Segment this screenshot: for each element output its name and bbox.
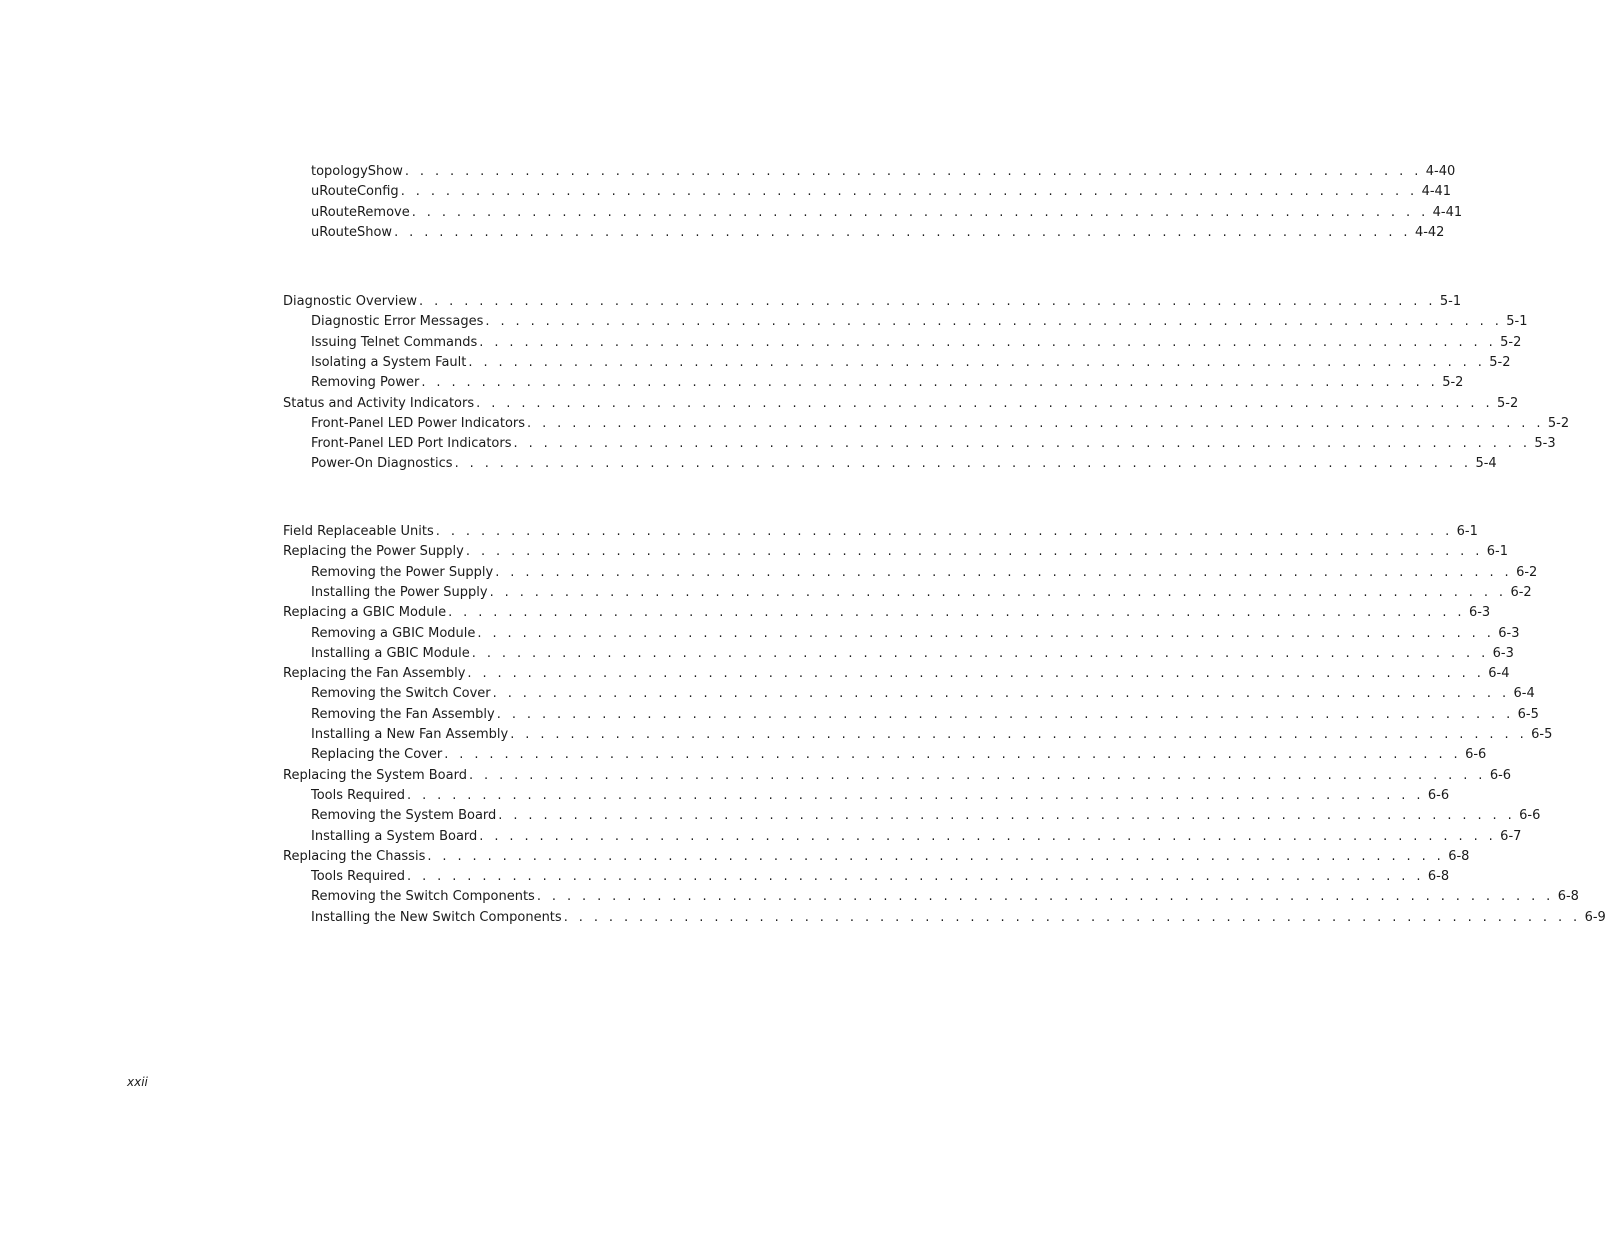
toc-entry[interactable] — [311, 203, 1463, 223]
toc-entry-page-number: 6-5 — [1531, 727, 1553, 742]
dot-leader: . . . . . . . . . . . . . . . . . . . . . . . . . . . . . . . . . . . . . . . . . . . . . . . . . . . . . . . . . . . . . . . . . . . . — [479, 828, 1497, 844]
dot-leader: . . . . . . . . . . . . . . . . . . . . . . . . . . . . . . . . . . . . . . . . . . . . . . . . . . . . . . . . . . . . . . . . . . . . — [496, 706, 1514, 722]
toc-entry-title: Removing the Switch Components — [311, 889, 535, 905]
toc-entry-title: Installing the Power Supply — [311, 584, 488, 600]
toc-entry[interactable] — [311, 312, 1528, 332]
dot-leader: . . . . . . . . . . . . . . . . . . . . . . . . . . . . . . . . . . . . . . . . . . . . . . . . . . . . . . . . . . . . . . . . . . . . — [419, 294, 1436, 309]
toc-entry-page-number: 5-2 — [1500, 334, 1522, 350]
toc-entry[interactable] — [311, 745, 1487, 765]
toc-entry-title: Field Replaceable Units — [283, 524, 434, 539]
toc-entry-page-number: 6-6 — [1465, 747, 1487, 763]
toc-entry-title: Front-Panel LED Power Indicators — [311, 415, 526, 431]
dot-leader: . . . . . . . . . . . . . . . . . . . . . . . . . . . . . . . . . . . . . . . . . . . . . . . . . . . . . . . . . . . . . . . . . . . . — [527, 415, 1544, 431]
dot-leader: . . . . . . . . . . . . . . . . . . . . . . . . . . . . . . . . . . . . . . . . . . . . . . . . . . . . . . . . . . . . . . . . . . . . — [411, 204, 1429, 220]
toc-entry-title: Replacing the Fan Assembly — [283, 666, 466, 682]
toc-entry[interactable] — [311, 786, 1450, 806]
toc-entry-title: Replacing the Chassis — [283, 848, 426, 864]
toc-entry-page-number: 5-2 — [1547, 415, 1570, 431]
dot-leader: . . . . . . . . . . . . . . . . . . . . . . . . . . . . . . . . . . . . . . . . . . . . . . . . . . . . . . . . . . . . . . . . . . . . — [448, 605, 1465, 621]
toc-entry[interactable] — [311, 223, 1445, 243]
toc-entry-page-number: 6-6 — [1427, 787, 1450, 803]
dot-leader: . . . . . . . . . . . . . . . . . . . . . . . . . . . . . . . . . . . . . . . . . . . . . . . . . . . . . . . . . . . . . . . . . . . . — [465, 544, 1483, 560]
toc-entry-title: Front-Panel LED Port Indicators — [311, 436, 512, 452]
toc-entry-title: Removing the Power Supply — [311, 564, 494, 580]
toc-entry-title: Replacing the Power Supply — [283, 544, 464, 560]
toc-entry[interactable] — [311, 373, 1464, 393]
dot-leader: . . . . . . . . . . . . . . . . . . . . . . . . . . . . . . . . . . . . . . . . . . . . . . . . . . . . . . . . . . . . . . . . . . . . — [510, 727, 1528, 742]
toc-entry-title: uRouteShow — [311, 224, 393, 240]
toc-entry-page-number: 6-4 — [1513, 686, 1535, 702]
toc-entry[interactable] — [283, 542, 1508, 562]
toc-entry-page-number: 6-1 — [1456, 524, 1478, 539]
toc-entry-page-number: 5-2 — [1442, 375, 1464, 391]
toc-entry-page-number: 5-1 — [1506, 314, 1528, 330]
toc-entry-title: Replacing the Cover — [311, 747, 443, 763]
dot-leader: . . . . . . . . . . . . . . . . . . . . . . . . . . . . . . . . . . . . . . . . . . . . . . . . . . . . . . . . . . . . . . . . . . . . — [471, 645, 1489, 661]
toc-entry-page-number: 5-2 — [1497, 395, 1519, 411]
toc-entry-page-number: 5-4 — [1475, 456, 1497, 472]
toc-entry-title: Removing Power — [311, 375, 420, 391]
dot-leader: . . . . . . . . . . . . . . . . . . . . . . . . . . . . . . . . . . . . . . . . . . . . . . . . . . . . . . . . . . . . . . . . . . . . — [427, 848, 1445, 864]
dot-leader: . . . . . . . . . . . . . . . . . . . . . . . . . . . . . . . . . . . . . . . . . . . . . . . . . . . . . . . . . . . . . . . . . . . . — [454, 456, 1472, 472]
toc-entry-title: Removing the Fan Assembly — [311, 706, 495, 722]
toc-entry-title: Tools Required — [311, 869, 406, 885]
dot-leader: . . . . . . . . . . . . . . . . . . . . . . . . . . . . . . . . . . . . . . . . . . . . . . . . . . . . . . . . . . . . . . . . . . . . — [563, 909, 1581, 925]
dot-leader: . . . . . . . . . . . . . . . . . . . . . . . . . . . . . . . . . . . . . . . . . . . . . . . . . . . . . . . . . . . . . . . . . . . . — [444, 747, 1462, 763]
toc-entry[interactable] — [283, 766, 1512, 786]
toc-entry[interactable] — [283, 603, 1491, 623]
toc-entry[interactable] — [311, 705, 1539, 725]
toc-entry-page-number: 5-1 — [1439, 294, 1462, 309]
toc-entry-title: Diagnostic Error Messages — [311, 314, 484, 330]
toc-entry[interactable] — [283, 522, 1478, 542]
dot-leader: . . . . . . . . . . . . . . . . . . . . . . . . . . . . . . . . . . . . . . . . . . . . . . . . . . . . . . . . . . . . . . . . . . . . — [476, 395, 1493, 411]
page-number: xxii — [127, 1075, 148, 1089]
dot-leader: . . . . . . . . . . . . . . . . . . . . . . . . . . . . . . . . . . . . . . . . . . . . . . . . . . . . . . . . . . . . . . . . . . . . — [468, 354, 1486, 370]
toc-entry[interactable] — [283, 394, 1519, 414]
toc-entry[interactable] — [311, 182, 1452, 202]
dot-leader: . . . . . . . . . . . . . . . . . . . . . . . . . . . . . . . . . . . . . . . . . . . . . . . . . . . . . . . . . . . . . . . . . . . . — [468, 767, 1486, 783]
toc-entry-page-number: 6-3 — [1492, 645, 1514, 661]
toc-entry-title: Status and Activity Indicators — [283, 395, 475, 411]
toc-entry-page-number: 6-2 — [1516, 564, 1538, 580]
dot-leader: . . . . . . . . . . . . . . . . . . . . . . . . . . . . . . . . . . . . . . . . . . . . . . . . . . . . . . . . . . . . . . . . . . . . — [404, 164, 1422, 179]
toc-entry-title: Isolating a System Fault — [311, 354, 467, 370]
dot-leader: . . . . . . . . . . . . . . . . . . . . . . . . . . . . . . . . . . . . . . . . . . . . . . . . . . . . . . . . . . . . . . . . . . . . — [421, 375, 1439, 391]
toc-entry-title: Installing the New Switch Components — [311, 909, 562, 925]
toc-entry-title: uRouteRemove — [311, 204, 410, 220]
toc-entry-page-number: 6-4 — [1488, 666, 1510, 682]
toc-entry[interactable] — [311, 684, 1535, 704]
toc-entry-page-number: 6-9 — [1584, 909, 1606, 925]
toc-entry[interactable] — [311, 414, 1570, 434]
toc-entry[interactable] — [311, 725, 1553, 745]
toc-entry-page-number: 4-40 — [1425, 164, 1456, 179]
dot-leader: . . . . . . . . . . . . . . . . . . . . . . . . . . . . . . . . . . . . . . . . . . . . . . . . . . . . . . . . . . . . . . . . . . . . — [407, 869, 1424, 885]
toc-entry-title: Power-On Diagnostics — [311, 456, 453, 472]
toc-entry-title: Removing the Switch Cover — [311, 686, 491, 702]
toc-entry[interactable] — [311, 887, 1579, 907]
toc-entry-page-number: 4-42 — [1414, 224, 1445, 240]
toc-entry-title: Diagnostic Overview — [283, 294, 417, 309]
toc-entry-page-number: 6-6 — [1489, 767, 1512, 783]
toc-entry-title: Issuing Telnet Commands — [311, 334, 478, 350]
toc-entry[interactable] — [311, 434, 1556, 454]
toc-entry-title: Installing a System Board — [311, 828, 478, 844]
dot-leader: . . . . . . . . . . . . . . . . . . . . . . . . . . . . . . . . . . . . . . . . . . . . . . . . . . . . . . . . . . . . . . . . . . . . — [477, 625, 1495, 641]
toc-entry-page-number: 6-7 — [1500, 828, 1522, 844]
dot-leader: . . . . . . . . . . . . . . . . . . . . . . . . . . . . . . . . . . . . . . . . . . . . . . . . . . . . . . . . . . . . . . . . . . . . — [498, 808, 1516, 824]
toc-entry[interactable] — [283, 664, 1510, 684]
toc-entry-page-number: 6-8 — [1557, 889, 1579, 905]
toc-entry[interactable] — [311, 624, 1520, 644]
dot-leader: . . . . . . . . . . . . . . . . . . . . . . . . . . . . . . . . . . . . . . . . . . . . . . . . . . . . . . . . . . . . . . . . . . . . — [536, 889, 1554, 905]
dot-leader: . . . . . . . . . . . . . . . . . . . . . . . . . . . . . . . . . . . . . . . . . . . . . . . . . . . . . . . . . . . . . . . . . . . . — [400, 184, 1418, 200]
toc-entry[interactable] — [311, 827, 1522, 847]
toc-entry-page-number: 4-41 — [1421, 184, 1452, 200]
toc-entry[interactable] — [311, 563, 1538, 583]
toc-entry-page-number: 6-1 — [1486, 544, 1508, 560]
dot-leader: . . . . . . . . . . . . . . . . . . . . . . . . . . . . . . . . . . . . . . . . . . . . . . . . . . . . . . . . . . . . . . . . . . . . — [407, 787, 1424, 803]
toc-entry-title: Removing the System Board — [311, 808, 497, 824]
toc-entry[interactable] — [311, 162, 1456, 182]
toc-entry-page-number: 6-8 — [1448, 848, 1470, 864]
toc-entry-title: Replacing a GBIC Module — [283, 605, 447, 621]
toc-entry[interactable] — [311, 644, 1514, 664]
dot-leader: . . . . . . . . . . . . . . . . . . . . . . . . . . . . . . . . . . . . . . . . . . . . . . . . . . . . . . . . . . . . . . . . . . . . — [485, 314, 1503, 330]
toc-entry-page-number: 6-2 — [1510, 584, 1532, 600]
toc-entry-title: topologyShow — [311, 164, 403, 179]
dot-leader: . . . . . . . . . . . . . . . . . . . . . . . . . . . . . . . . . . . . . . . . . . . . . . . . . . . . . . . . . . . . . . . . . . . . — [492, 686, 1510, 702]
toc-entry-page-number: 6-3 — [1498, 625, 1520, 641]
dot-leader: . . . . . . . . . . . . . . . . . . . . . . . . . . . . . . . . . . . . . . . . . . . . . . . . . . . . . . . . . . . . . . . . . . . . — [513, 436, 1531, 452]
toc-entry-page-number: 5-2 — [1489, 354, 1511, 370]
toc-entry-page-number: 5-3 — [1534, 436, 1556, 452]
toc-entry[interactable] — [283, 847, 1470, 867]
dot-leader: . . . . . . . . . . . . . . . . . . . . . . . . . . . . . . . . . . . . . . . . . . . . . . . . . . . . . . . . . . . . . . . . . . . . — [479, 334, 1497, 350]
dot-leader: . . . . . . . . . . . . . . . . . . . . . . . . . . . . . . . . . . . . . . . . . . . . . . . . . . . . . . . . . . . . . . . . . . . . — [435, 524, 1453, 539]
toc-entry-page-number: 6-3 — [1468, 605, 1491, 621]
toc-entry-title: Installing a GBIC Module — [311, 645, 470, 661]
toc-entry[interactable] — [311, 583, 1532, 603]
toc-entry-page-number: 6-8 — [1427, 869, 1450, 885]
toc-entry[interactable] — [311, 806, 1541, 826]
toc-entry[interactable] — [311, 333, 1522, 353]
dot-leader: . . . . . . . . . . . . . . . . . . . . . . . . . . . . . . . . . . . . . . . . . . . . . . . . . . . . . . . . . . . . . . . . . . . . — [467, 666, 1485, 682]
toc-entry[interactable] — [311, 454, 1497, 474]
toc-entry-title: Removing a GBIC Module — [311, 625, 476, 641]
toc-entry-page-number: 6-5 — [1517, 706, 1539, 722]
toc-entry[interactable] — [311, 908, 1606, 928]
toc-entry[interactable] — [311, 867, 1450, 887]
dot-leader: . . . . . . . . . . . . . . . . . . . . . . . . . . . . . . . . . . . . . . . . . . . . . . . . . . . . . . . . . . . . . . . . . . . . — [495, 564, 1513, 580]
dot-leader: . . . . . . . . . . . . . . . . . . . . . . . . . . . . . . . . . . . . . . . . . . . . . . . . . . . . . . . . . . . . . . . . . . . . — [489, 584, 1507, 600]
dot-leader: . . . . . . . . . . . . . . . . . . . . . . . . . . . . . . . . . . . . . . . . . . . . . . . . . . . . . . . . . . . . . . . . . . . . — [394, 224, 1411, 240]
toc-entry-title: Installing a New Fan Assembly — [311, 727, 509, 742]
toc-entry[interactable] — [283, 292, 1462, 312]
toc-entry-page-number: 6-6 — [1519, 808, 1541, 824]
toc-entry-title: Tools Required — [311, 787, 406, 803]
toc-entry[interactable] — [311, 353, 1511, 373]
toc-entry-page-number: 4-41 — [1432, 204, 1463, 220]
toc-entry-title: uRouteConfig — [311, 184, 399, 200]
toc-entry-title: Replacing the System Board — [283, 767, 467, 783]
